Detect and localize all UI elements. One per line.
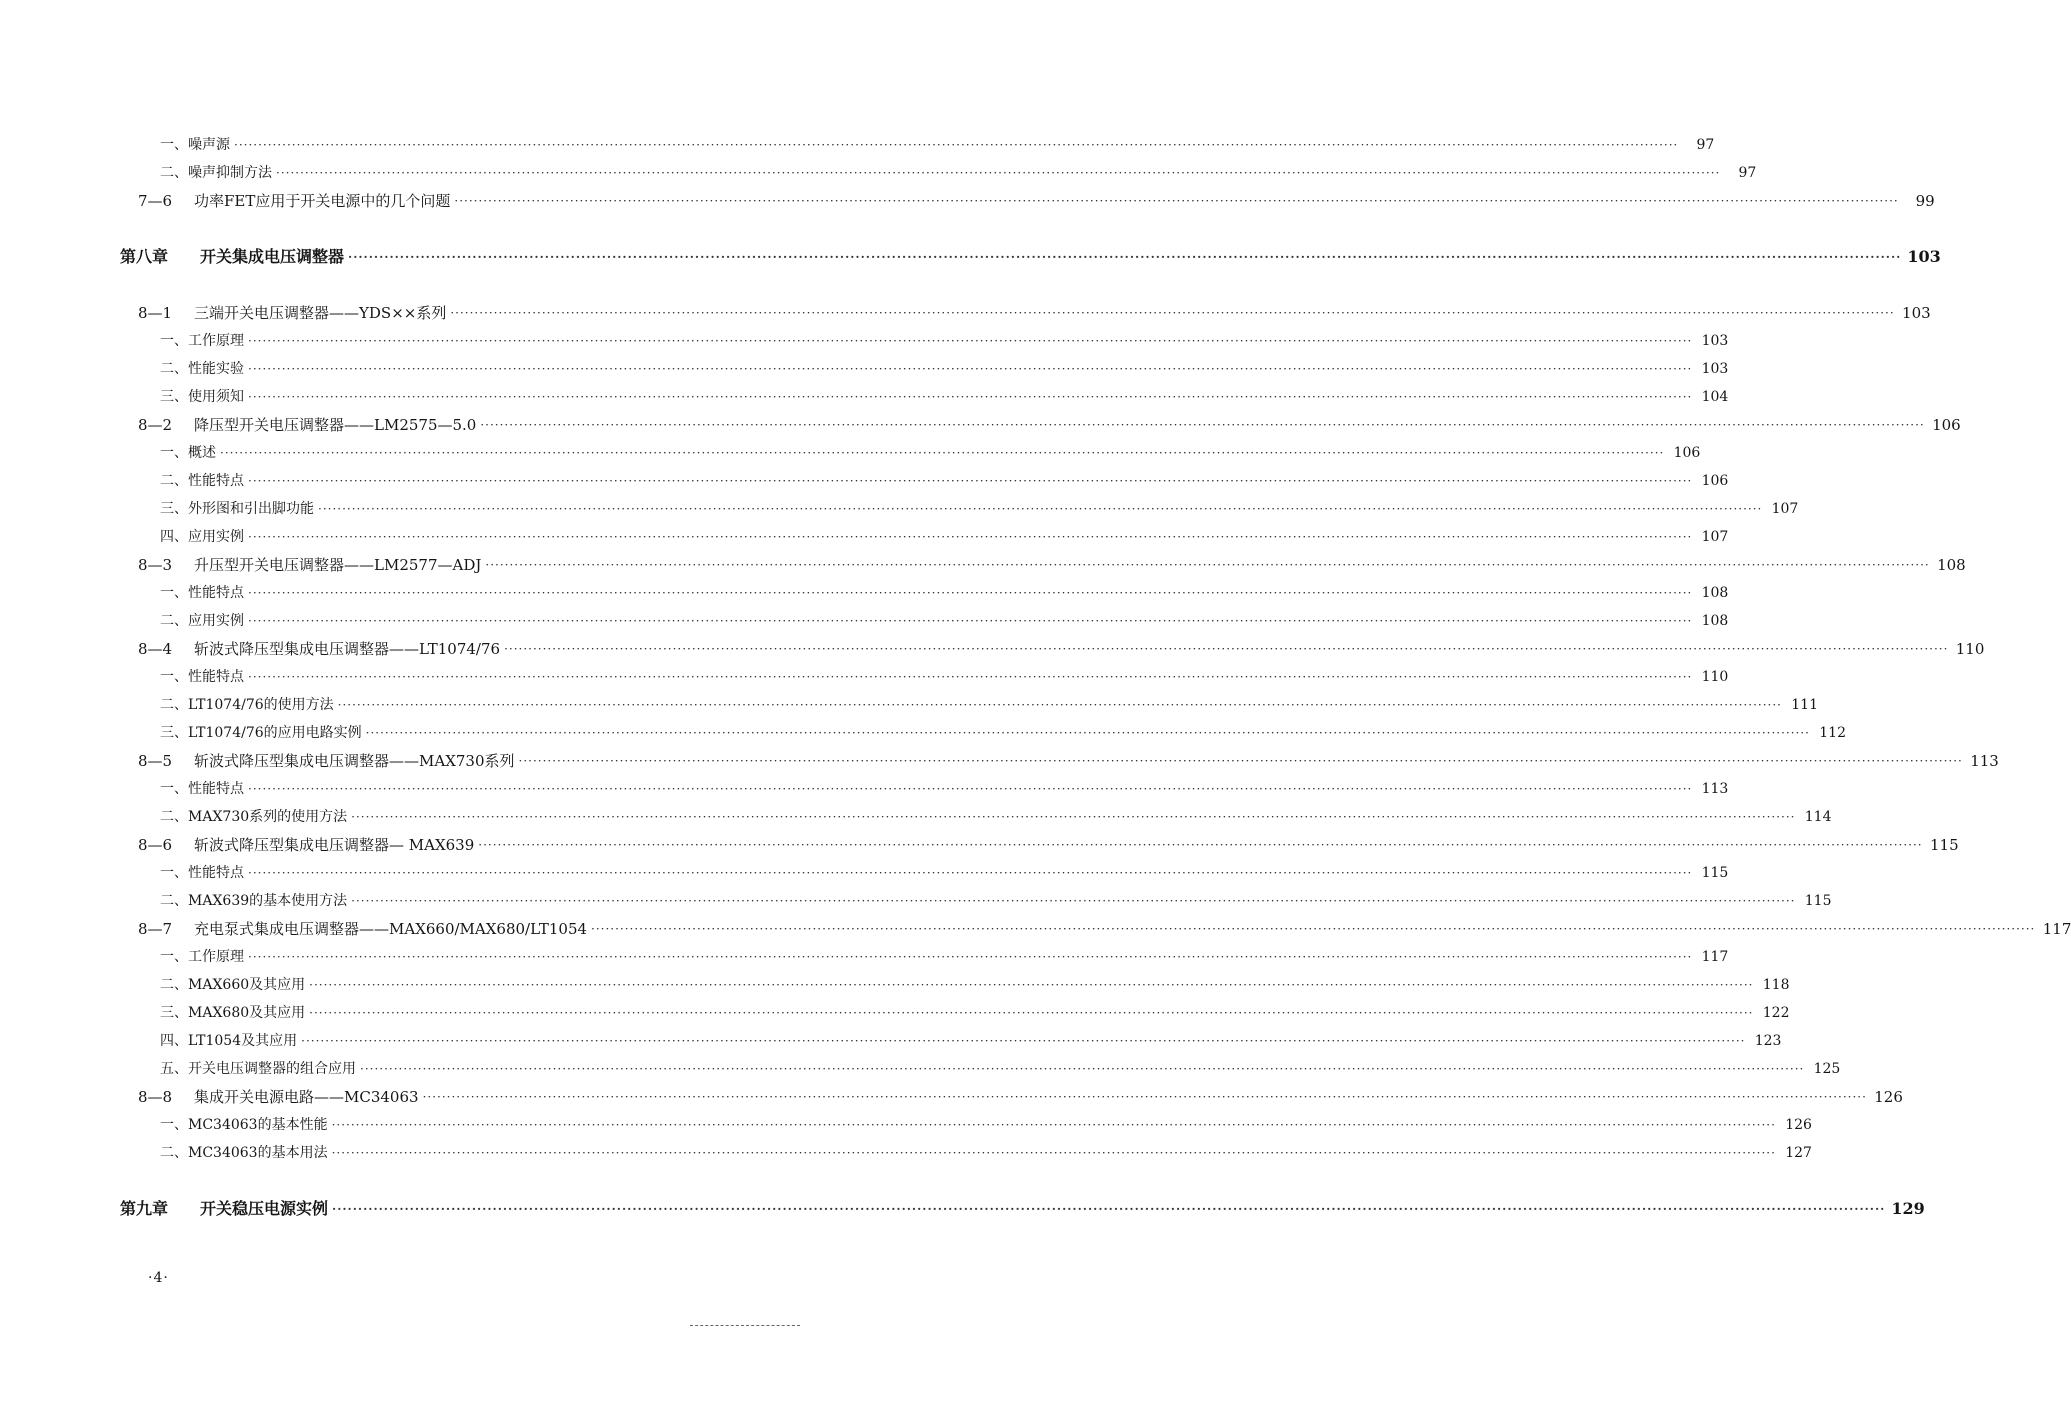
toc-subsection-row <box>160 1000 1790 1026</box>
toc-section-row <box>138 300 1931 326</box>
toc-number: 8—5 <box>138 752 173 770</box>
toc-subsection-row <box>160 1028 1782 1054</box>
dot-leader: ············································································································································································································································································································ <box>518 754 1963 768</box>
toc-number: 8—7 <box>138 920 173 938</box>
dot-leader: ············································································································································································································································································································ <box>248 614 1693 628</box>
toc-title: 二、噪声抑制方法 <box>160 165 272 181</box>
toc-subsection-row <box>160 580 1729 606</box>
toc-page-number: 103 <box>1907 247 1941 266</box>
toc-subsection-row <box>160 944 1729 970</box>
dot-leader: ············································································································································································································································································································ <box>309 1006 1754 1020</box>
toc-page-number: 97 <box>1738 165 1757 181</box>
toc-section-row <box>138 412 1961 438</box>
toc-page-number: 106 <box>1701 473 1729 489</box>
toc-subsection-row <box>160 1056 1841 1082</box>
dot-leader: ············································································································································································································································································································ <box>248 474 1693 488</box>
dot-leader: ············································································································································································································································································································ <box>234 138 1679 152</box>
toc-title: 二、性能特点 <box>160 473 244 489</box>
toc-subsection-row <box>160 440 1701 466</box>
toc-page-number: 106 <box>1932 416 1961 434</box>
dot-leader: ············································································································································································································································································································ <box>485 558 1930 572</box>
dot-leader: ············································································································································································································································································································ <box>331 1118 1776 1132</box>
toc-title: 五、开关电压调整器的组合应用 <box>160 1061 356 1077</box>
toc-number: 第九章 <box>120 1199 169 1218</box>
dot-leader: ············································································································································································································································································································ <box>351 894 1796 908</box>
toc-title: 降压型开关电压调整器——LM2575—5.0 <box>194 416 477 434</box>
toc-page-number: 110 <box>1955 640 1985 658</box>
toc-page-number: 103 <box>1701 361 1729 377</box>
toc-title: 一、工作原理 <box>160 333 244 349</box>
dot-leader: ············································································································································································································································································································ <box>301 1034 1746 1048</box>
toc-title: 功率FET应用于开关电源中的几个问题 <box>194 192 451 210</box>
dot-leader: ············································································································································································································································································································ <box>248 390 1693 404</box>
toc-number: 8—4 <box>138 640 173 658</box>
toc-page-number: 108 <box>1937 556 1966 574</box>
dot-leader: ············································································································································································································································································································ <box>332 1202 1886 1216</box>
dot-leader: ············································································································································································································································································································ <box>276 166 1721 180</box>
dot-leader: ············································································································································································································································································································ <box>248 670 1693 684</box>
toc-subsection-row <box>160 664 1729 690</box>
toc-subsection-row <box>160 720 1846 746</box>
toc-page-number: 114 <box>1804 809 1832 825</box>
toc-section-row <box>138 188 1935 214</box>
toc-subsection-row <box>160 1112 1812 1138</box>
toc-subsection-row <box>160 132 1715 158</box>
toc-subsection-row <box>160 776 1729 802</box>
toc-page-number: 97 <box>1696 137 1715 153</box>
toc-subsection-row <box>160 692 1818 718</box>
toc-section-row <box>138 832 1959 858</box>
toc-subsection-row <box>160 860 1729 886</box>
toc-number: 8—6 <box>138 836 173 854</box>
toc-title: 一、性能特点 <box>160 669 244 685</box>
toc-page-number: 126 <box>1874 1088 1903 1106</box>
toc-title: 一、性能特点 <box>160 865 244 881</box>
toc-number: 8—3 <box>138 556 173 574</box>
toc-section-row <box>138 1084 1903 1110</box>
toc-subsection-row <box>160 608 1729 634</box>
toc-title: 四、应用实例 <box>160 529 244 545</box>
toc-number: 8—2 <box>138 416 173 434</box>
toc-title: 斩波式降压型集成电压调整器——MAX730系列 <box>194 752 515 770</box>
toc-page-number: 99 <box>1915 192 1935 210</box>
toc-page-number: 115 <box>1701 865 1729 881</box>
dot-leader: ············································································································································································································································································································ <box>454 194 1899 208</box>
toc-page-number: 122 <box>1762 1005 1790 1021</box>
toc-page-number: 112 <box>1819 725 1846 741</box>
toc-subsection-row <box>160 888 1832 914</box>
toc-page-number: 107 <box>1771 501 1799 517</box>
dot-leader: ············································································································································································································································································································ <box>348 250 1902 264</box>
toc-subsection-row <box>160 384 1729 410</box>
toc-title: 一、概述 <box>160 445 216 461</box>
dot-leader: ············································································································································································································································································································ <box>248 334 1693 348</box>
toc-page-number: 115 <box>1804 893 1832 909</box>
toc-title: 三、外形图和引出脚功能 <box>160 501 314 517</box>
toc-subsection-row <box>160 804 1832 830</box>
toc-page-number: 127 <box>1785 1145 1812 1161</box>
toc-title: 二、应用实例 <box>160 613 244 629</box>
dot-leader: ············································································································································································································································································································ <box>248 950 1693 964</box>
dot-leader: ············································································································································································································································································································ <box>450 306 1895 320</box>
toc-subsection-row <box>160 356 1729 382</box>
toc-title: 一、性能特点 <box>160 781 244 797</box>
toc-number: 第八章 <box>120 247 169 266</box>
toc-subsection-row <box>160 328 1729 354</box>
toc-title: 二、LT1074/76的使用方法 <box>160 697 334 713</box>
dot-leader: ············································································································································································································································································································ <box>248 362 1693 376</box>
toc-number: 8—1 <box>138 304 173 322</box>
toc-title: 斩波式降压型集成电压调整器——LT1074/76 <box>194 640 501 658</box>
dot-leader: ············································································································································································································································································································ <box>591 922 2036 936</box>
toc-page-number: 118 <box>1762 977 1790 993</box>
toc-page-number: 103 <box>1701 333 1729 349</box>
toc-subsection-row <box>160 496 1799 522</box>
toc-title: 二、MC34063的基本用法 <box>160 1145 328 1161</box>
toc-subsection-row <box>160 972 1790 998</box>
toc-page-number: 103 <box>1902 304 1931 322</box>
dot-leader: ············································································································································································································································································································ <box>422 1090 1867 1104</box>
toc-title: 二、MAX660及其应用 <box>160 977 306 993</box>
toc-subsection-row <box>160 1140 1812 1166</box>
scan-mark <box>690 1325 800 1327</box>
toc-subsection-row <box>160 160 1757 186</box>
toc-section-row <box>138 552 1966 578</box>
toc-title: 四、LT1054及其应用 <box>160 1033 298 1049</box>
dot-leader: ············································································································································································································································································································ <box>331 1146 1776 1160</box>
dot-leader: ············································································································································································································································································································ <box>480 418 1925 432</box>
toc-page-number: 108 <box>1701 585 1729 601</box>
toc-page-number: 117 <box>1701 949 1729 965</box>
toc-chapter-row <box>120 244 1941 270</box>
toc-title: 三端开关电压调整器——YDS××系列 <box>194 304 447 322</box>
toc-section-row <box>138 748 1999 774</box>
toc-page-number: 107 <box>1701 529 1729 545</box>
toc-title: 二、MAX639的基本使用方法 <box>160 893 348 909</box>
dot-leader: ············································································································································································································································································································ <box>248 866 1693 880</box>
toc-section-row <box>138 636 1985 662</box>
toc-title: 二、MAX730系列的使用方法 <box>160 809 348 825</box>
toc-title: 一、性能特点 <box>160 585 244 601</box>
toc-page-number: 117 <box>2042 920 2071 938</box>
dot-leader: ············································································································································································································································································································ <box>365 726 1810 740</box>
toc-title: 集成开关电源电路——MC34063 <box>194 1088 419 1106</box>
dot-leader: ············································································································································································································································································································ <box>248 586 1693 600</box>
toc-title: 斩波式降压型集成电压调整器— MAX639 <box>194 836 475 854</box>
toc-page-number: 110 <box>1701 669 1729 685</box>
dot-leader: ············································································································································································································································································································ <box>337 698 1782 712</box>
toc-title: 一、工作原理 <box>160 949 244 965</box>
toc-page-number: 108 <box>1701 613 1729 629</box>
toc-page-number: 104 <box>1701 389 1729 405</box>
toc-page-number: 111 <box>1791 697 1818 713</box>
dot-leader: ············································································································································································································································································································ <box>504 642 1949 656</box>
dot-leader: ············································································································································································································································································································ <box>220 446 1665 460</box>
toc-page-number: 126 <box>1785 1117 1812 1133</box>
dot-leader: ············································································································································································································································································································ <box>248 530 1693 544</box>
toc-title: 一、噪声源 <box>160 137 230 153</box>
toc-subsection-row <box>160 524 1729 550</box>
toc-title: 三、MAX680及其应用 <box>160 1005 306 1021</box>
toc-page-number: 123 <box>1754 1033 1782 1049</box>
toc-page-number: 113 <box>1701 781 1729 797</box>
toc-page-number: 115 <box>1929 836 1959 854</box>
dot-leader: ············································································································································································································································································································ <box>360 1062 1805 1076</box>
toc-section-row <box>138 916 2071 942</box>
toc-page-number: 106 <box>1673 445 1701 461</box>
toc-title: 开关稳压电源实例 <box>200 1199 329 1218</box>
toc-title: 三、LT1074/76的应用电路实例 <box>160 725 362 741</box>
toc-title: 充电泵式集成电压调整器——MAX660/MAX680/LT1054 <box>194 920 588 938</box>
dot-leader: ············································································································································································································································································································ <box>478 838 1923 852</box>
toc-title: 二、性能实验 <box>160 361 244 377</box>
toc-page-number: 129 <box>1891 1199 1925 1218</box>
toc-page-number: 125 <box>1813 1061 1841 1077</box>
toc-title: 开关集成电压调整器 <box>200 247 345 266</box>
toc-page-number: 113 <box>1970 752 1999 770</box>
toc-subsection-row <box>160 468 1729 494</box>
toc-chapter-row <box>120 1196 1925 1222</box>
toc-title: 升压型开关电压调整器——LM2577—ADJ <box>194 556 482 574</box>
toc-number: 8—8 <box>138 1088 173 1106</box>
toc-title: 一、MC34063的基本性能 <box>160 1117 328 1133</box>
page-number: ·4· <box>148 1270 169 1286</box>
toc-number: 7—6 <box>138 192 173 210</box>
dot-leader: ············································································································································································································································································································ <box>248 782 1693 796</box>
dot-leader: ············································································································································································································································································································ <box>318 502 1763 516</box>
dot-leader: ············································································································································································································································································································ <box>351 810 1796 824</box>
dot-leader: ············································································································································································································································································································ <box>309 978 1754 992</box>
toc-title: 三、使用须知 <box>160 389 244 405</box>
